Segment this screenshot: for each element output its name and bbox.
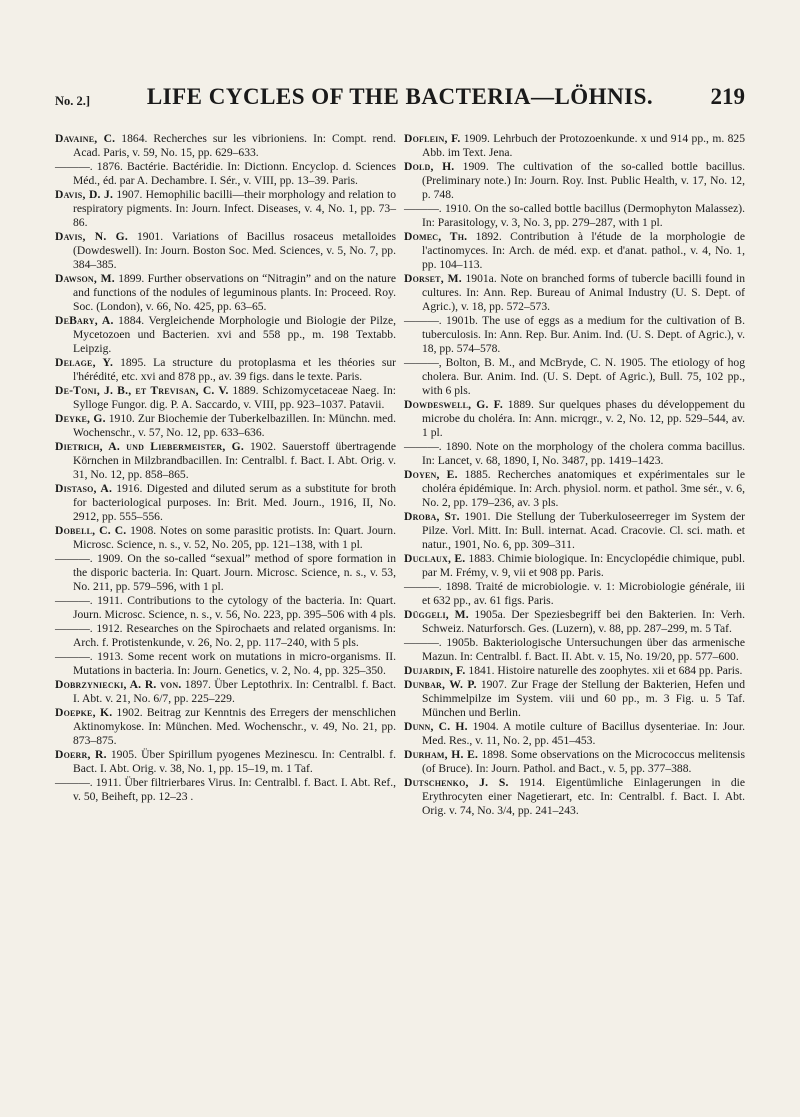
- entry-author: Davis, N. G.: [55, 230, 128, 243]
- bibliography-entry: [404, 272, 745, 314]
- entry-text: 1907. Hemophilic bacilli—their morphology and relation to respiratory pigments. In: Journ. Infect. Diseases, v. 4, No. 1, pp. 73–86.: [73, 188, 396, 229]
- entry-text: 1892. Contribution à l'étude de la morphologie de l'actinomyces. In: Arch. de méd. exp. et d'anat. pathol., v. 4, No. 1, pp. 104–113.: [422, 230, 745, 271]
- bibliography-entry: [404, 468, 745, 510]
- entry-author: Dobell, C. C.: [55, 524, 127, 537]
- entry-text: 1883. Chimie biologique. In: Encyclopédie chimique, publ. par M. Frémy, v. 9, vii et 908 pp. Paris.: [422, 552, 745, 579]
- bibliography-entry: [55, 132, 396, 160]
- bibliography-entry: [404, 510, 745, 552]
- entry-author: Droba, St.: [404, 510, 460, 523]
- bibliography-entry: [55, 776, 396, 804]
- page-number: 219: [710, 84, 745, 109]
- entry-text: 1899. Further observations on “Nitragin” and on the nature and functions of the nodules of leguminous plants. In: Proceed. Roy. Soc. (London), v. 66, No. 425, pp. 63–65.: [73, 272, 396, 313]
- entry-text: 1895. La structure du protoplasma et les théories sur l'hérédité, etc. xvi and 878 pp., av. 39 figs. dans le texte. Paris.: [73, 356, 397, 383]
- bibliography-entry: [404, 748, 745, 776]
- entry-author: Dunn, C. H.: [404, 720, 468, 733]
- bibliography-entry: [55, 440, 396, 482]
- bibliography-entry: [55, 552, 396, 594]
- bibliography-entry: [404, 664, 745, 678]
- bibliography-entry: [404, 636, 745, 664]
- entry-text: 1905. Über Spirillum pyogenes Mezinescu. In: Centralbl. f. Bact. I. Abt. Orig. v. 38, No. 1, pp. 15–19, m. 1 Taf.: [73, 748, 396, 775]
- entry-author: Doflein, F.: [404, 132, 461, 145]
- entry-text: ———. 1912. Researches on the Spirochaets and related organisms. In: Arch. f. Protistenkunde, v. 26, No. 2, pp. 117–240, with 5 pls.: [55, 622, 396, 649]
- bibliography-entry: [404, 580, 745, 608]
- bibliography-entry: [55, 622, 396, 650]
- entry-author: De-Toni, J. B., et Trevisan, C. V.: [55, 384, 229, 397]
- bibliography-entry: [55, 230, 396, 272]
- entry-text: 1897. Über Leptothrix. In: Centralbl. f. Bact. I. Abt. v. 21, No. 6/7, pp. 225–229.: [73, 678, 396, 705]
- entry-text: 1889. Sur quelques phases du développement du microbe du choléra. In: Ann. micrqgr., v. 2, No. 12, pp. 529–544, av. 1 pl.: [422, 398, 745, 439]
- entry-text: 1898. Some observations on the Micrococcus melitensis (of Bruce). In: Journ. Pathol. and Bact., v. 5, pp. 377–388.: [422, 748, 745, 775]
- entry-text: 1841. Histoire naturelle des zoophytes. xii et 684 pp. Paris.: [465, 664, 743, 677]
- entry-text: 1916. Digested and diluted serum as a substitute for broth for bacteriological purposes. In: Brit. Med. Journ., 1916, II, No. 2912, pp. 555–556.: [73, 482, 396, 523]
- page-header: [55, 82, 745, 112]
- entry-text: 1907. Zur Frage der Stellung der Bakterien, Hefen und Schimmelpilze im System. viii und 60 pp., m. 3 Fig. u. 5 Taf. München und Berlin.: [422, 678, 745, 719]
- entry-text: ———. 1905b. Bakteriologische Untersuchungen über das armenische Mazun. In: Centralbl. f. Bact. II. Abt. v. 15, No. 19/20, pp. 577–600.: [404, 636, 745, 663]
- entry-author: Domec, Th.: [404, 230, 468, 243]
- entry-author: DeBary, A.: [55, 314, 114, 327]
- entry-author: Doerr, R.: [55, 748, 107, 761]
- running-title: LIFE CYCLES OF THE BACTERIA—LÖHNIS.: [146, 84, 654, 109]
- entry-text: ———. 1911. Über filtrierbares Virus. In: Centralbl. f. Bact. I. Abt. Ref., v. 50, Beiheft, pp. 12–23 .: [55, 776, 396, 803]
- entry-text: 1901. Variations of Bacillus rosaceus metalloides (Dowdeswell). In: Journ. Boston Soc. Med. Sciences, v. 5, No. 7, pp. 384–385.: [73, 230, 396, 271]
- entry-text: ———. 1890. Note on the morphology of the cholera comma bacillus. In: Lancet, v. 68, 1890, I, No. 3487, pp. 1419–1423.: [404, 440, 745, 467]
- entry-text: 1904. A motile culture of Bacillus dysenteriae. In: Jour. Med. Res., v. 11, No. 2, pp. 451–453.: [422, 720, 745, 747]
- bibliography-entry: [404, 776, 745, 818]
- entry-author: Doepke, K.: [55, 706, 113, 719]
- bibliography-entry: [404, 202, 745, 230]
- bibliography-entry: [404, 230, 745, 272]
- entry-author: Dujardin, F.: [404, 664, 466, 677]
- entry-text: 1914. Eigentümliche Einlagerungen in die Erythrocyten einer Nagetierart, etc. In: Centralbl. f. Bact. I. Abt. Orig. v. 74, No. 3/4, pp. 241–243.: [422, 776, 745, 817]
- entry-text: ———. 1901b. The use of eggs as a medium for the cultivation of B. tuberculosis. In: Ann. Rep. Bur. Anim. Ind. (U. S. Dept. of Agric.), v. 18, pp. 574–578.: [404, 314, 745, 355]
- entry-text: 1908. Notes on some parasitic protists. In: Quart. Journ. Microsc. Science, n. s., v. 52, No. 205, pp. 121–138, with 1 pl.: [73, 524, 396, 551]
- entry-author: Durham, H. E.: [404, 748, 479, 761]
- entry-author: Delage, Y.: [55, 356, 114, 369]
- entry-author: Distaso, A.: [55, 482, 113, 495]
- entry-text: 1901a. Note on branched forms of tubercle bacilli found in cultures. In: Ann. Rep. Bureau of Animal Industry (U. S. Dept. of Agric.), v. 18, pp. 572–573.: [422, 272, 745, 313]
- entry-text: ———. 1910. On the so-called bottle bacillus (Dermophyton Malassez). In: Parasitology, v. 3, No. 3, pp. 279–287, with 1 pl.: [404, 202, 745, 229]
- bibliography-entry: [404, 440, 745, 468]
- entry-author: Düggeli, M.: [404, 608, 469, 621]
- entry-text: 1902. Sauerstoff übertragende Körnchen in Milzbrandbacillen. In: Centralbl. f. Bact. I. Abt. Orig. v. 31, No. 12, pp. 858–865.: [73, 440, 396, 481]
- bibliography-entry: [404, 398, 745, 440]
- entry-text: 1902. Beitrag zur Kenntnis des Erregers der menschlichen Aktinomykose. In: München. Med. Wochenschr., v. 49, No. 21, pp. 873–875.: [73, 706, 396, 747]
- entry-author: Dorset, M.: [404, 272, 462, 285]
- entry-text: ———, Bolton, B. M., and McBryde, C. N. 1905. The etiology of hog cholera. Bur. Anim. Ind. (U. S. Dept. of Agric.), Bull. 75, 102 pp., with 6 pls.: [404, 356, 745, 397]
- entry-author: Davaine, C.: [55, 132, 116, 145]
- entry-author: Dietrich, A. und Liebermeister, G.: [55, 440, 244, 453]
- bibliography-entry: [55, 272, 396, 314]
- bibliography-entry: [55, 594, 396, 622]
- issue-number: No. 2.]: [55, 94, 91, 108]
- bibliography-entry: [55, 412, 396, 440]
- entry-author: Duclaux, E.: [404, 552, 466, 565]
- entry-text: 1905a. Der Speziesbegriff bei den Bakterien. In: Verh. Schweiz. Naturforsch. Ges. (Luzern), v. 88, pp. 287–299, m. 5 Taf.: [422, 608, 745, 635]
- bibliography-entry: [55, 188, 396, 230]
- entry-text: ———. 1898. Traité de microbiologie. v. 1: Microbiologie générale, iii et 632 pp., av. 61 figs. Paris.: [404, 580, 745, 607]
- entry-author: Dobrzyniecki, A. R. von.: [55, 678, 182, 691]
- entry-author: Dowdeswell, G. F.: [404, 398, 503, 411]
- bibliography-entry: [404, 160, 745, 202]
- bibliography-entry: [55, 524, 396, 552]
- entry-text: ———. 1911. Contributions to the cytology of the bacteria. In: Quart. Journ. Microsc. Science, n. s., v. 56, No. 223, pp. 395–506 with 4 pls.: [55, 594, 396, 621]
- bibliography-entry: [404, 720, 745, 748]
- entry-text: 1889. Schizomycetaceae Naeg. In: Sylloge Fungor. dig. P. A. Saccardo, v. VIII, pp. 923–1037. Patavii.: [73, 384, 396, 411]
- entry-text: 1909. The cultivation of the so-called bottle bacillus. (Preliminary note.) In: Journ. Roy. Inst. Public Health, v. 17, No. 12, p. 748.: [422, 160, 745, 201]
- entry-author: Dold, H.: [404, 160, 455, 173]
- bibliography-entry: [55, 314, 396, 356]
- entry-text: ———. 1876. Bactérie. Bactéridie. In: Dictionn. Encyclop. d. Sciences Méd., éd. par A. Dechambre. I. Sér., v. VIII, pp. 13–39. Paris.: [55, 160, 396, 187]
- right-column: [404, 132, 745, 818]
- left-column: [55, 132, 396, 804]
- entry-author: Davis, D. J.: [55, 188, 114, 201]
- entry-text: 1885. Recherches anatomiques et expérimentales sur le choléra épidémique. In: Arch. physiol. norm. et pathol. 3me sér., v. 6, No. 2, pp. 179–236, av. 3 pls.: [422, 468, 746, 509]
- bibliography-entry: [404, 314, 745, 356]
- entry-author: Deyke, G.: [55, 412, 106, 425]
- entry-text: 1864. Recherches sur les vibrioniens. In: Compt. rend. Acad. Paris, v. 59, No. 15, pp. 629–633.: [73, 132, 396, 159]
- entry-text: 1901. Die Stellung der Tuberkuloseerreger im System der Pilze. Vorl. Mitt. In: Bull. internat. Acad. Cracovie. Cl. sci. math. et natur., 1901, No. 6, pp. 309–311.: [422, 510, 745, 551]
- bibliography-entry: [55, 384, 396, 412]
- bibliography-entry: [55, 678, 396, 706]
- bibliography-entry: [55, 160, 396, 188]
- entry-author: Dunbar, W. P.: [404, 678, 477, 691]
- bibliography-entry: [55, 482, 396, 524]
- entry-author: Dawson, M.: [55, 272, 115, 285]
- entry-text: ———. 1909. On the so-called “sexual” method of spore formation in the disporic bacteria. In: Quart. Journ. Microsc. Science, n. s., v. 53, No. 211, pp. 579–596, with 1 pl.: [55, 552, 396, 593]
- bibliography-entry: [55, 748, 396, 776]
- entry-author: Dutschenko, J. S.: [404, 776, 509, 789]
- entry-text: 1909. Lehrbuch der Protozoenkunde. x und 914 pp., m. 825 Abb. im Text. Jena.: [422, 132, 745, 159]
- entry-author: Doyen, E.: [404, 468, 458, 481]
- bibliography-entry: [404, 608, 745, 636]
- entry-text: ———. 1913. Some recent work on mutations in micro-organisms. II. Mutations in bacteria. In: Journ. Genetics, v. 2, No. 4, pp. 325–350.: [55, 650, 396, 677]
- bibliography-entry: [404, 132, 745, 160]
- bibliography-entry: [404, 678, 745, 720]
- bibliography-entry: [55, 650, 396, 678]
- bibliography-entry: [55, 356, 396, 384]
- bibliography-entry: [404, 356, 745, 398]
- entry-text: 1910. Zur Biochemie der Tuberkelbazillen. In: Münchn. med. Wochenschr., v. 57, No. 12, pp. 633–636.: [73, 412, 396, 439]
- entry-text: 1884. Vergleichende Morphologie und Biologie der Pilze, Mycetozoen und Bacterien. xvi and 558 pp., m. 198 Textabb. Leipzig.: [73, 314, 397, 355]
- bibliography-entry: [404, 552, 745, 580]
- bibliography-entry: [55, 706, 396, 748]
